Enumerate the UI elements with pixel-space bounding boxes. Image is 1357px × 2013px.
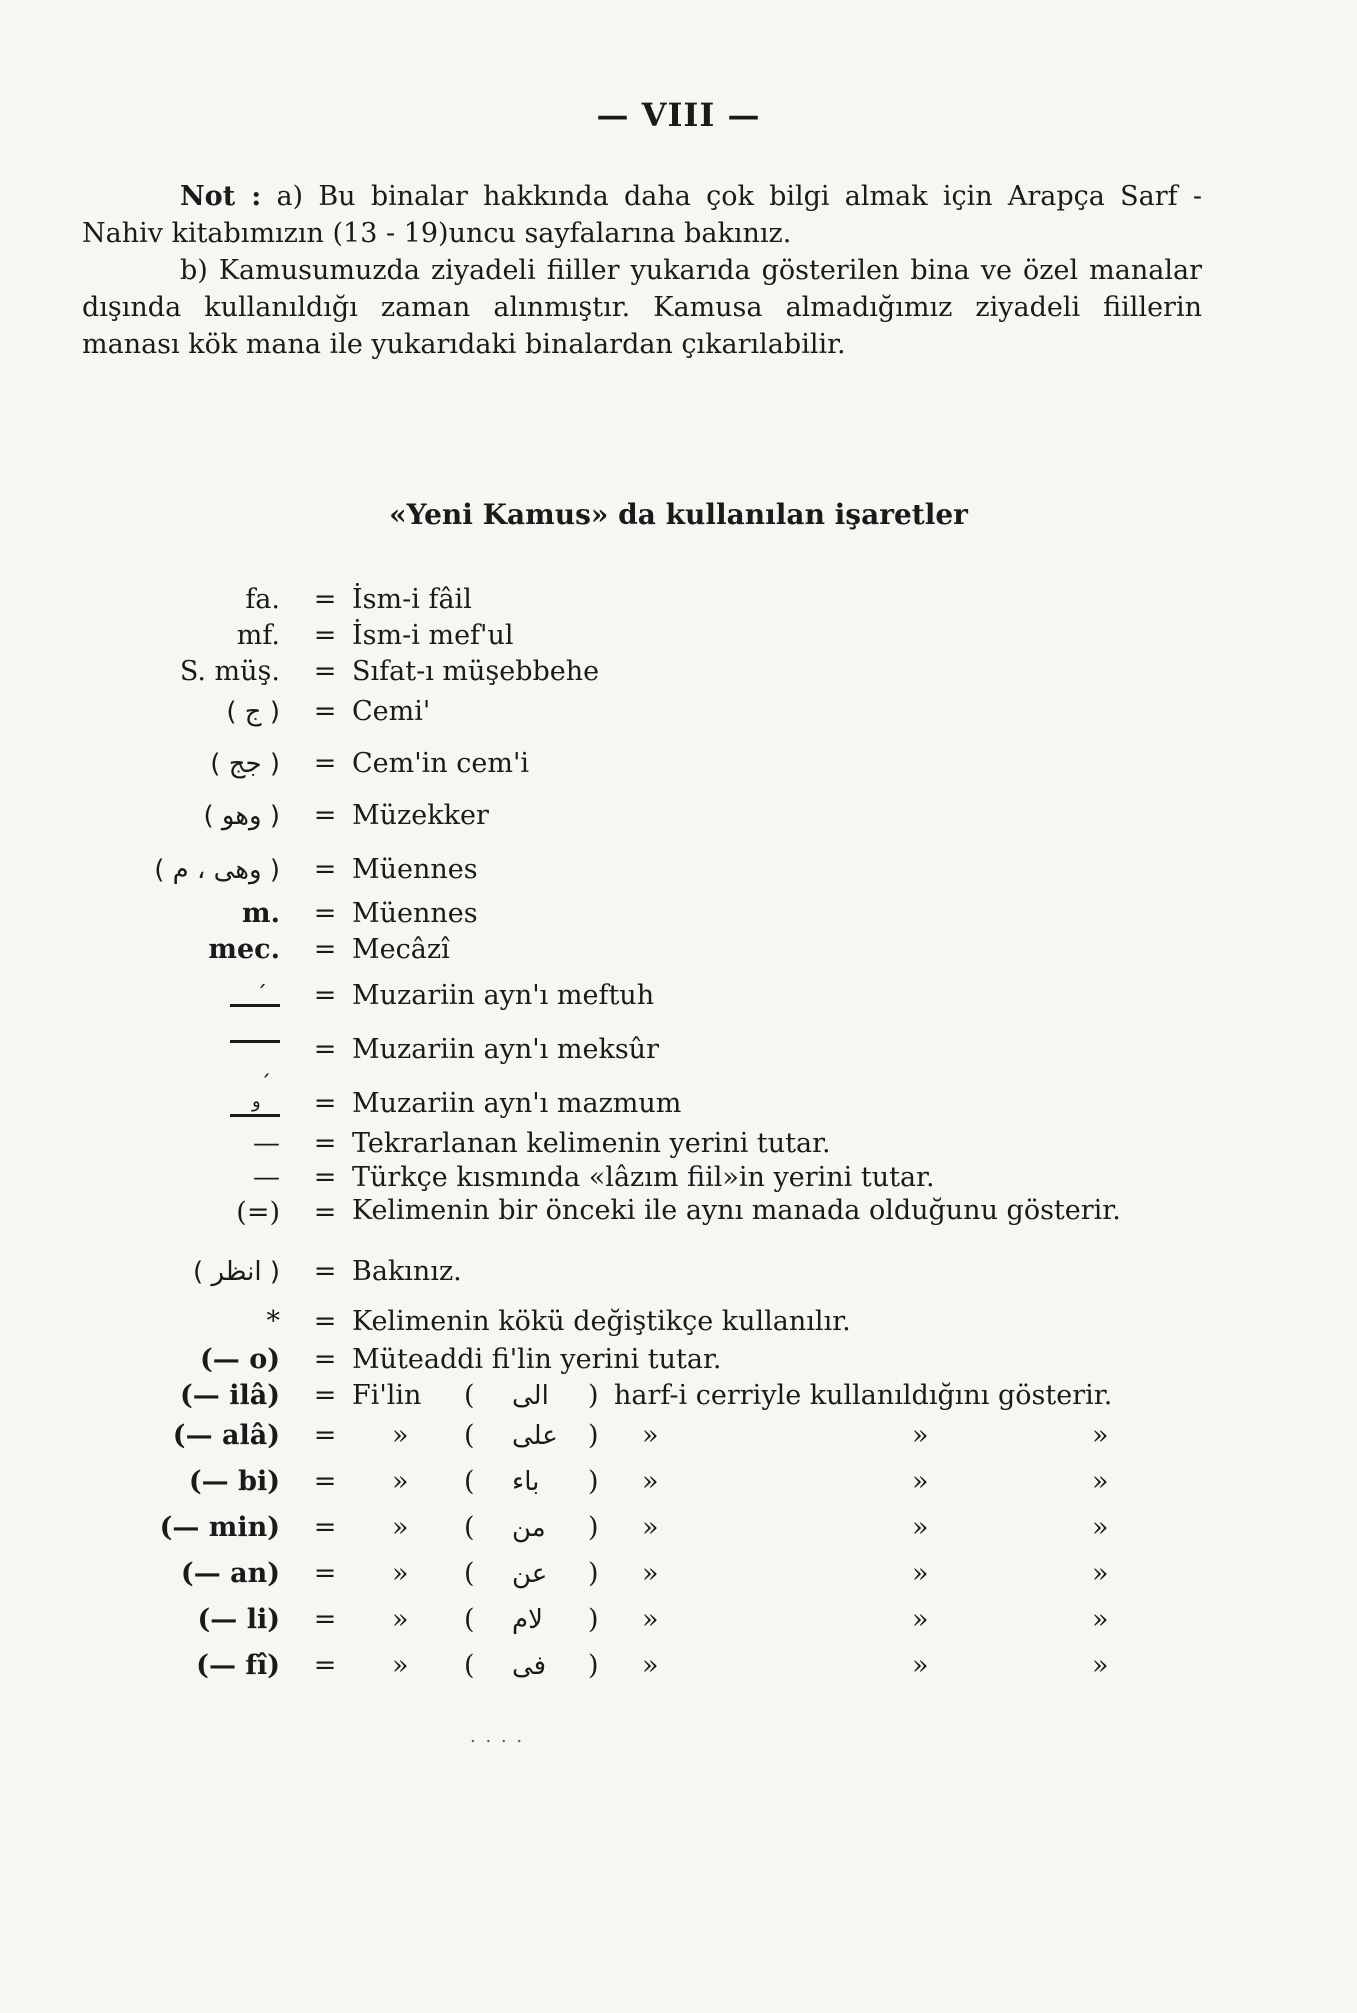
legend-equals: = [313, 1088, 337, 1119]
legend-key: (=) [236, 1197, 280, 1228]
legend-equals: = [313, 1380, 337, 1411]
preposition-columns [352, 1646, 1252, 1686]
ditto-mark: » [1092, 1512, 1109, 1543]
kasra-icon: ˏ [230, 1036, 280, 1066]
ditto-mark: » [392, 1420, 409, 1451]
legend-equals: = [313, 1604, 337, 1635]
preposition-columns [352, 1416, 1252, 1456]
legend-value: Cem'in cem'i [352, 748, 530, 779]
legend-row [0, 850, 1300, 890]
legend-row [0, 976, 1300, 1016]
legend-key: — [253, 1162, 280, 1193]
close-paren: ) [588, 1650, 599, 1681]
legend-equals: = [313, 898, 337, 929]
close-paren: ) [588, 1380, 599, 1411]
legend-equals: = [313, 1558, 337, 1589]
legend-key: S. müş. [179, 656, 280, 687]
arabic-preposition: على [512, 1421, 558, 1451]
legend-equals: = [313, 1420, 337, 1451]
legend-value: Müzekker [352, 800, 489, 831]
legend-key: ( انظر ) [193, 1257, 280, 1287]
ditto-mark: » [392, 1558, 409, 1589]
legend-equals: = [313, 1128, 337, 1159]
legend-key: ( ج ) [226, 697, 280, 727]
note-a-text: a) Bu binalar hakkında daha çok bilgi almak için Arapça Sarf - Nahiv kitabımızın (13 - 19)uncu sayfalarına bakınız. [82, 181, 1202, 249]
ditto-mark: » [912, 1420, 929, 1451]
legend-value: Muzariin ayn'ı meksûr [352, 1034, 659, 1065]
legend-value: Cemi' [352, 696, 431, 727]
legend-key: mf. [236, 620, 280, 651]
legend-value: Müennes [352, 854, 478, 885]
note-b: b) Kamusumuzda ziyadeli fiiller yukarıda gösterilen bina ve özel manalar dışında kullanıldığı zaman alınmıştır. Kamusa almadığımız ziyadeli fiillerin manası kök mana ile yukarıdaki binalardan çıkarılabilir. [82, 255, 1202, 360]
ditto-mark: » [392, 1604, 409, 1635]
ditto-mark: » [912, 1604, 929, 1635]
open-paren: ( [464, 1650, 475, 1681]
ditto-mark: » [642, 1420, 659, 1451]
close-paren: ) [588, 1558, 599, 1589]
legend-key-kasra-icon [230, 1030, 280, 1078]
ditto-mark: » [392, 1650, 409, 1681]
ditto-mark: » [1092, 1420, 1109, 1451]
legend-key-fatha-icon [230, 976, 280, 1016]
preposition-key: (— alâ) [172, 1420, 280, 1451]
preposition-key: (— an) [180, 1558, 280, 1589]
legend-equals: = [313, 1197, 337, 1228]
legend-value: Fi'lin [352, 1380, 422, 1411]
legend-value-rest: harf-i cerriyle kullanıldığını gösterir. [614, 1380, 1113, 1411]
legend-row [0, 652, 1300, 692]
open-paren: ( [464, 1466, 475, 1497]
legend-equals: = [313, 696, 337, 727]
legend-value: Müennes [352, 898, 478, 929]
open-paren: ( [464, 1558, 475, 1589]
legend-row [0, 930, 1300, 970]
close-paren: ) [588, 1604, 599, 1635]
legend-equals: = [313, 656, 337, 687]
legend-equals: = [313, 584, 337, 615]
legend-key: ( وهو ) [203, 801, 280, 831]
legend-equals: = [313, 620, 337, 651]
legend-row [0, 692, 1300, 732]
arabic-preposition: فى [512, 1651, 547, 1681]
legend-key: mec. [208, 934, 280, 965]
legend-value: İsm-i fâil [352, 584, 472, 615]
preposition-row [0, 1416, 1300, 1456]
preposition-columns [352, 1600, 1252, 1640]
arabic-preposition: باء [512, 1467, 540, 1497]
note-label: Not : [180, 181, 262, 212]
legend-value: Sıfat-ı müşebbehe [352, 656, 600, 687]
ditto-mark: » [642, 1512, 659, 1543]
preposition-key: (— fî) [196, 1650, 280, 1681]
legend-equals: = [313, 854, 337, 885]
legend-equals: = [313, 1512, 337, 1543]
page-number: — VIII — [596, 96, 761, 134]
legend-row [0, 1376, 1300, 1416]
legend-key: ( جج ) [210, 749, 280, 779]
legend-key-damma-icon [230, 1084, 280, 1124]
legend-equals: = [313, 800, 337, 831]
note-block [82, 178, 1202, 363]
legend-key: — [253, 1128, 280, 1159]
open-paren: ( [464, 1380, 475, 1411]
arabic-preposition: لام [512, 1605, 543, 1635]
damma-icon: و [230, 1090, 280, 1120]
legend-key: * [266, 1306, 280, 1337]
preposition-row [0, 1600, 1300, 1640]
legend-equals: = [313, 1650, 337, 1681]
legend-equals: = [313, 1034, 337, 1065]
section-title: «Yeni Kamus» da kullanılan işaretler [389, 498, 968, 531]
legend-equals: = [313, 1344, 337, 1375]
preposition-key: (— bi) [188, 1466, 280, 1497]
legend-value: Tekrarlanan kelimenin yerini tutar. [352, 1128, 831, 1159]
legend-equals: = [313, 1466, 337, 1497]
legend-row [0, 580, 1300, 620]
legend-value: İsm-i mef'ul [352, 620, 514, 651]
preposition-row [0, 1554, 1300, 1594]
legend-row [0, 1193, 1300, 1233]
legend-equals: = [313, 1162, 337, 1193]
legend-value: Müteaddi fi'lin yerini tutar. [352, 1344, 722, 1375]
legend-row [0, 1302, 1300, 1342]
legend-row [0, 796, 1300, 836]
ditto-mark: » [1092, 1604, 1109, 1635]
ditto-mark: » [1092, 1558, 1109, 1589]
legend-value: Türkçe kısmında «lâzım fiil»in yerini tutar. [352, 1162, 935, 1193]
arabic-preposition: من [512, 1513, 546, 1543]
legend-key: ( وهى ، م ) [154, 855, 280, 885]
legend-row [0, 1030, 1300, 1078]
open-paren: ( [464, 1420, 475, 1451]
legend-key: m. [242, 898, 280, 929]
preposition-row [0, 1646, 1300, 1686]
ditto-mark: » [642, 1558, 659, 1589]
close-paren: ) [588, 1466, 599, 1497]
legend-equals: = [313, 980, 337, 1011]
preposition-columns [352, 1554, 1252, 1594]
arabic-preposition: عن [512, 1559, 548, 1589]
legend-row [0, 1084, 1300, 1124]
ditto-mark: » [642, 1650, 659, 1681]
legend-equals: = [313, 1306, 337, 1337]
legend-equals: = [313, 748, 337, 779]
legend-key: (— o) [200, 1344, 280, 1375]
ditto-mark: » [392, 1512, 409, 1543]
ditto-mark: » [642, 1604, 659, 1635]
close-paren: ) [588, 1512, 599, 1543]
ditto-mark: » [912, 1650, 929, 1681]
legend-value: Kelimenin kökü değiştikçe kullanılır. [352, 1306, 851, 1337]
ditto-mark: » [912, 1558, 929, 1589]
ditto-mark: » [912, 1466, 929, 1497]
legend-row [0, 1158, 1300, 1198]
preposition-row [0, 1508, 1300, 1548]
legend-row [0, 1252, 1300, 1292]
ditto-mark: » [1092, 1466, 1109, 1497]
legend-row [0, 894, 1300, 934]
preposition-key: (— li) [197, 1604, 280, 1635]
legend-row [0, 744, 1300, 784]
legend-value: Kelimenin bir önceki ile aynı manada olduğunu gösterir. [352, 1195, 1121, 1226]
legend-key: fa. [245, 584, 280, 615]
open-paren: ( [464, 1512, 475, 1543]
legend-row [0, 1340, 1300, 1380]
preposition-key: (— min) [159, 1512, 280, 1543]
legend-equals: = [313, 934, 337, 965]
preposition-row [0, 1462, 1300, 1502]
ditto-mark: » [912, 1512, 929, 1543]
legend-value: Bakınız. [352, 1256, 462, 1287]
ditto-mark: » [392, 1466, 409, 1497]
legend-value: Mecâzî [352, 934, 450, 965]
preposition-columns [352, 1508, 1252, 1548]
ditto-mark: » [1092, 1650, 1109, 1681]
legend-equals: = [313, 1256, 337, 1287]
legend-value: Muzariin ayn'ı meftuh [352, 980, 655, 1011]
legend-row [0, 616, 1300, 656]
legend-key: (— ilâ) [180, 1380, 280, 1411]
arabic-preposition: الى [512, 1381, 549, 1411]
fatha-icon: ˊ [230, 982, 280, 1012]
legend-value: Muzariin ayn'ı mazmum [352, 1088, 682, 1119]
open-paren: ( [464, 1604, 475, 1635]
note-a [82, 178, 1202, 252]
decorative-dots: . . . . [470, 1726, 525, 1747]
legend-value-group [352, 1376, 1252, 1416]
ditto-mark: » [642, 1466, 659, 1497]
close-paren: ) [588, 1420, 599, 1451]
preposition-columns [352, 1462, 1252, 1502]
